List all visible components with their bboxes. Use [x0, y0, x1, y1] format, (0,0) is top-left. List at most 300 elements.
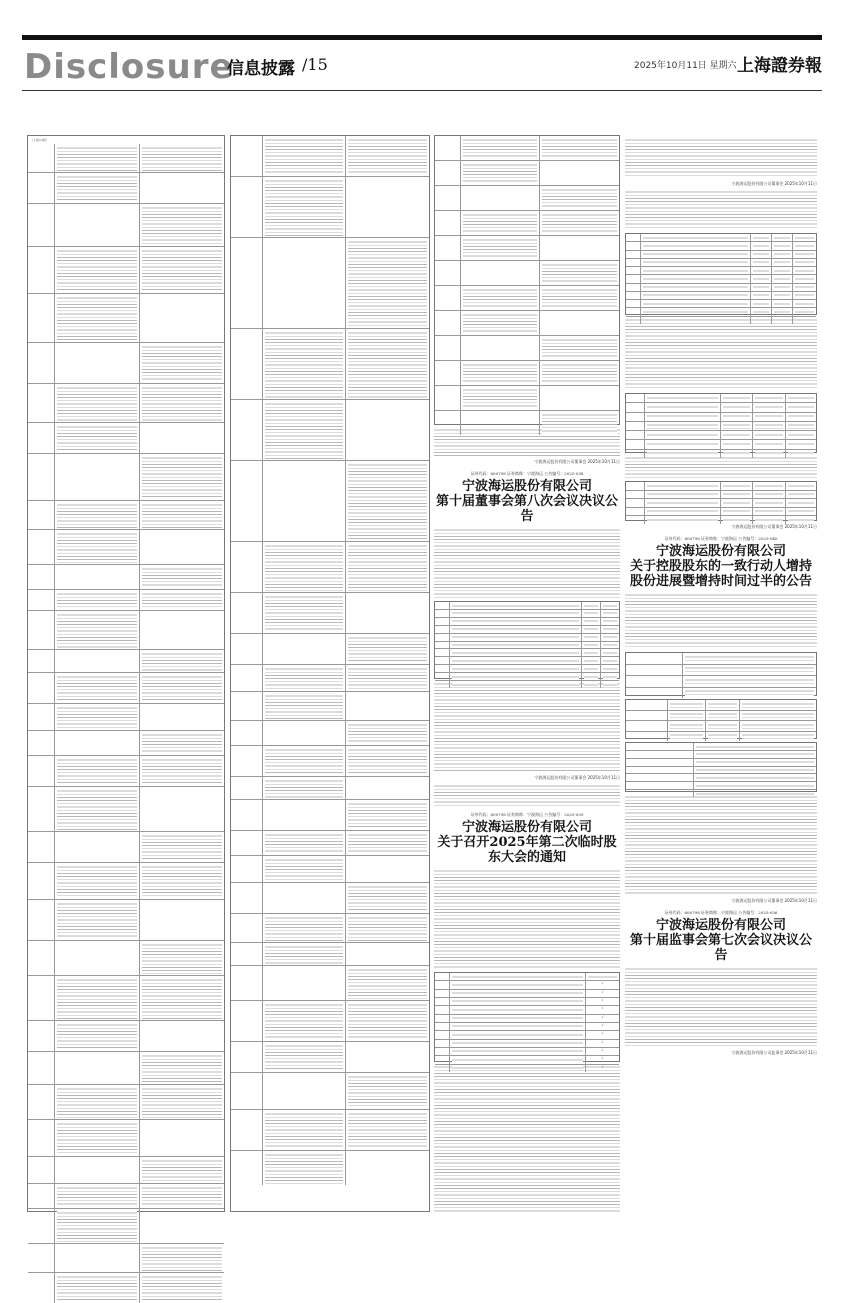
- table-cell: [461, 286, 540, 310]
- table-cell: [540, 261, 619, 285]
- table-cell: [140, 173, 224, 203]
- table-cell: [626, 267, 641, 274]
- table-row: [626, 300, 816, 308]
- table-cell: [641, 308, 751, 315]
- table-cell: [140, 1085, 224, 1119]
- table-cell: [140, 1184, 224, 1208]
- table-cell: [28, 863, 55, 899]
- table-cell: [793, 300, 816, 307]
- table-cell: [140, 384, 224, 422]
- table-cell: [263, 238, 346, 328]
- code-line: 证券代码：600798 证券简称：宁波海运 公告编号：2025-040: [664, 536, 778, 541]
- table-cell: [55, 454, 139, 500]
- table-cell: [435, 1040, 450, 1047]
- table-cell: [450, 665, 582, 672]
- table-row: [28, 941, 224, 976]
- table-row: [28, 423, 224, 454]
- table-cell: [140, 900, 224, 940]
- table-cell: [346, 177, 429, 237]
- table-cell: [626, 782, 694, 789]
- body-text: [434, 682, 620, 772]
- table-row: [435, 211, 619, 236]
- announcement-title: 关于控股股东的一致行动人增持股份进展暨增持时间过半的公告: [629, 559, 812, 589]
- table-cell: [626, 450, 645, 458]
- table-cell: [435, 1056, 450, 1063]
- table-cell: [55, 565, 139, 589]
- table-row: [626, 711, 816, 722]
- table-row: [626, 665, 816, 677]
- table-cell: [346, 856, 429, 882]
- page-number: /15: [302, 55, 328, 74]
- table-row: [231, 692, 429, 721]
- continued-label: （上接14版）: [30, 137, 49, 142]
- table-cell: [626, 482, 645, 490]
- table-cell: [28, 1052, 55, 1084]
- table-cell: [772, 300, 793, 307]
- table-cell: [346, 542, 429, 592]
- table-row: [435, 286, 619, 311]
- table-cell: [645, 450, 721, 458]
- vote-example-table: [625, 481, 817, 521]
- table-row: [28, 343, 224, 384]
- table-cell: [641, 259, 751, 266]
- table-cell: [28, 731, 55, 755]
- table-cell: [626, 394, 645, 402]
- table-cell: [55, 530, 139, 564]
- table-cell: [626, 721, 668, 731]
- table-cell: [346, 800, 429, 830]
- table-cell: [601, 602, 619, 609]
- table-cell: [435, 261, 461, 285]
- table-cell: [263, 746, 346, 776]
- table-row: [626, 732, 816, 742]
- announcement-supervisory-board: [625, 910, 817, 963]
- table-cell: [626, 422, 645, 430]
- table-cell: [263, 329, 346, 399]
- table-cell: [435, 673, 450, 680]
- table-cell: [55, 173, 139, 203]
- table-cell: [450, 1006, 586, 1013]
- table-cell: [694, 759, 816, 766]
- table-cell: [55, 941, 139, 975]
- resolution-table: [434, 601, 620, 679]
- table-cell: [582, 602, 600, 609]
- table-cell: [461, 411, 540, 435]
- table-cell: [641, 292, 751, 299]
- table-cell: [231, 593, 263, 633]
- table-cell: [786, 450, 816, 458]
- table-cell: [140, 144, 224, 172]
- table-cell: [140, 590, 224, 610]
- table-cell: [721, 431, 753, 439]
- table-cell: [28, 787, 55, 831]
- body-text: [625, 190, 817, 230]
- table-cell: [28, 756, 55, 786]
- table-cell: [540, 386, 619, 410]
- table-cell: [751, 284, 772, 291]
- table-cell: [694, 782, 816, 789]
- increase-plan-table: [625, 652, 817, 696]
- table-row: [28, 832, 224, 863]
- table-cell: [435, 657, 450, 664]
- table-row: [626, 516, 816, 524]
- table-cell: [55, 384, 139, 422]
- table-cell: [346, 1001, 429, 1041]
- table-cell: [450, 626, 582, 633]
- table-row: [28, 673, 224, 704]
- table-cell: [721, 440, 753, 448]
- table-row: [435, 681, 619, 688]
- table-row: [626, 251, 816, 259]
- table-cell: [694, 774, 816, 781]
- signature: 宁波海运股份有限公司董事会 2025年10月11日: [534, 459, 620, 464]
- table-row: [28, 650, 224, 673]
- table-row: [435, 981, 619, 989]
- table-cell: [435, 186, 461, 210]
- table-row: [28, 1021, 224, 1052]
- table-cell: [793, 267, 816, 274]
- table-cell: [435, 1006, 450, 1013]
- table-cell: [626, 234, 641, 241]
- table-row: [28, 976, 224, 1021]
- table-cell: [626, 516, 645, 524]
- table-row: [231, 665, 429, 692]
- table-cell: [55, 731, 139, 755]
- table-cell: [435, 161, 461, 185]
- table-cell: [740, 711, 816, 721]
- table-cell: [626, 440, 645, 448]
- table-cell: [641, 317, 751, 324]
- table-cell: [231, 914, 263, 942]
- table-row: [231, 400, 429, 461]
- table-cell: [435, 602, 450, 609]
- table-cell: [786, 403, 816, 411]
- table-row: [435, 1065, 619, 1072]
- table-cell: [683, 653, 816, 664]
- table-cell: [645, 413, 721, 421]
- table-row: [28, 454, 224, 501]
- table-cell: [586, 1048, 619, 1055]
- table-cell: [772, 308, 793, 315]
- table-cell: [645, 499, 721, 507]
- table-row: [626, 482, 816, 491]
- table-cell: [435, 236, 461, 260]
- table-cell: [435, 681, 450, 688]
- table-cell: [55, 1021, 139, 1051]
- vote-check-mark: √: [601, 981, 604, 986]
- holding-table: [625, 699, 817, 739]
- table-cell: [626, 751, 694, 758]
- table-cell: [626, 403, 645, 411]
- code-line: 证券代码：600798 证券简称：宁波海运 公告编号：2025-038: [470, 471, 584, 476]
- vote-check-mark: √: [601, 997, 604, 1002]
- table-cell: [751, 259, 772, 266]
- announcement-title: 第十届监事会第七次会议决议公告: [629, 933, 812, 963]
- table-row: [28, 1085, 224, 1120]
- table-row: [435, 336, 619, 361]
- signature: 宁波海运股份有限公司董事会 2025年10月11日: [731, 524, 817, 529]
- table-cell: [28, 144, 55, 172]
- table-cell: [28, 565, 55, 589]
- table-cell: [601, 681, 619, 688]
- table-cell: [435, 136, 461, 160]
- vote-check-mark: √: [601, 1006, 604, 1011]
- table-cell: [55, 832, 139, 862]
- table-cell: [626, 732, 668, 742]
- table-row: [626, 700, 816, 711]
- table-cell: [435, 649, 450, 656]
- table-cell: [231, 966, 263, 1000]
- table-cell: [263, 800, 346, 830]
- vote-check-mark: √: [601, 1022, 604, 1027]
- table-cell: [706, 711, 740, 721]
- table-row: [435, 673, 619, 681]
- table-cell: [721, 394, 753, 402]
- table-cell: [28, 832, 55, 862]
- table-cell: [641, 234, 751, 241]
- table-cell: [263, 177, 346, 237]
- table-cell: [140, 454, 224, 500]
- table-cell: [645, 403, 721, 411]
- table-cell: [461, 261, 540, 285]
- table-row: [626, 767, 816, 775]
- table-cell: [28, 1209, 55, 1243]
- signature: 宁波海运股份有限公司董事会 2025年10月11日: [731, 898, 817, 903]
- table-row: [28, 294, 224, 343]
- table-cell: [55, 976, 139, 1020]
- table-row: [28, 501, 224, 530]
- table-cell: [461, 236, 540, 260]
- table-row: [435, 386, 619, 411]
- table-row: [231, 856, 429, 883]
- table-cell: [55, 247, 139, 293]
- table-cell: [263, 1151, 346, 1185]
- table-cell: [601, 649, 619, 656]
- table-cell: [751, 242, 772, 249]
- table-cell: [450, 981, 586, 988]
- table-row: [28, 704, 224, 731]
- table-row: [28, 1184, 224, 1209]
- table-cell: [786, 482, 816, 490]
- table-row: [626, 275, 816, 283]
- announcement-column-3: [434, 135, 620, 1212]
- table-cell: [28, 590, 55, 610]
- table-cell: [793, 317, 816, 324]
- table-cell: [140, 204, 224, 246]
- table-row: [435, 665, 619, 673]
- table-row: [231, 1073, 429, 1110]
- table-row: [231, 831, 429, 856]
- vote-check-mark: √: [601, 1039, 604, 1044]
- table-cell: [645, 422, 721, 430]
- table-row: [231, 883, 429, 914]
- table-cell: [231, 746, 263, 776]
- table-cell: [601, 657, 619, 664]
- vote-check-mark: √: [601, 1047, 604, 1052]
- table-cell: [263, 883, 346, 913]
- table-cell: [28, 704, 55, 730]
- table-cell: [140, 941, 224, 975]
- table-cell: [263, 1110, 346, 1150]
- table-cell: [28, 1021, 55, 1051]
- table-row: [231, 746, 429, 777]
- table-cell: [461, 161, 540, 185]
- table-row: [435, 610, 619, 618]
- table-cell: [721, 450, 753, 458]
- table-cell: [626, 774, 694, 781]
- table-cell: [140, 294, 224, 342]
- table-cell: [626, 499, 645, 507]
- table-row: [435, 311, 619, 336]
- table-row: [28, 173, 224, 204]
- table-cell: [626, 491, 645, 499]
- table-cell: [626, 767, 694, 774]
- table-cell: [694, 790, 816, 797]
- table-cell: [586, 1056, 619, 1063]
- table-cell: [540, 236, 619, 260]
- table-cell: [668, 711, 706, 721]
- table-cell: [55, 1157, 139, 1183]
- table-cell: [28, 423, 55, 453]
- vote-check-mark: √: [601, 1014, 604, 1019]
- table-cell: [450, 657, 582, 664]
- table-row: [231, 634, 429, 665]
- table-cell: [346, 136, 429, 176]
- table-cell: [435, 211, 461, 235]
- table-cell: [231, 721, 263, 745]
- table-cell: [626, 688, 683, 699]
- table-cell: [231, 1151, 263, 1185]
- table-cell: [140, 787, 224, 831]
- table-cell: [263, 943, 346, 965]
- table-cell: [55, 863, 139, 899]
- table-cell: [461, 361, 540, 385]
- table-row: [231, 542, 429, 593]
- table-row: [435, 161, 619, 186]
- table-cell: [450, 681, 582, 688]
- table-cell: [55, 704, 139, 730]
- table-cell: [721, 508, 753, 516]
- table-row: [28, 900, 224, 941]
- table-cell: [668, 700, 706, 710]
- announcement-title: 第十届董事会第八次会议决议公告: [435, 494, 618, 524]
- table-cell: [751, 275, 772, 282]
- table-cell: [461, 186, 540, 210]
- table-cell: [753, 482, 785, 490]
- table-cell: [140, 530, 224, 564]
- table-cell: [263, 721, 346, 745]
- table-cell: [751, 292, 772, 299]
- table-cell: [540, 411, 619, 435]
- table-row: [231, 1001, 429, 1042]
- table-cell: [721, 516, 753, 524]
- table-cell: [140, 832, 224, 862]
- table-cell: [694, 743, 816, 750]
- table-row: [435, 136, 619, 161]
- table-cell: [641, 284, 751, 291]
- table-cell: [641, 300, 751, 307]
- comparison-table-middle: [230, 135, 430, 1212]
- table-cell: [582, 626, 600, 633]
- table-cell: [450, 673, 582, 680]
- table-cell: [753, 491, 785, 499]
- table-cell: [753, 413, 785, 421]
- table-cell: [540, 161, 619, 185]
- vote-check-mark: √: [601, 1056, 604, 1061]
- table-row: [231, 1042, 429, 1073]
- table-row: [626, 508, 816, 517]
- table-cell: [231, 1001, 263, 1041]
- table-row: [626, 284, 816, 292]
- table-cell: [586, 973, 619, 980]
- table-cell: [645, 431, 721, 439]
- code-line: 证券代码：600798 证券简称：宁波海运 公告编号：2025-036: [664, 910, 778, 915]
- table-row: [28, 590, 224, 611]
- table-row: [435, 657, 619, 665]
- table-cell: [140, 247, 224, 293]
- table-cell: [626, 665, 683, 676]
- table-cell: [626, 676, 683, 687]
- table-row: [435, 1023, 619, 1031]
- body-text: [625, 318, 817, 390]
- table-row: [231, 777, 429, 800]
- table-cell: [786, 431, 816, 439]
- table-row: [626, 422, 816, 431]
- table-cell: [435, 634, 450, 641]
- table-row: [626, 450, 816, 458]
- table-cell: [346, 665, 429, 691]
- table-cell: [28, 454, 55, 500]
- table-cell: [263, 542, 346, 592]
- table-cell: [450, 1048, 586, 1055]
- table-cell: [582, 634, 600, 641]
- table-cell: [582, 610, 600, 617]
- table-cell: [786, 516, 816, 524]
- table-cell: [55, 590, 139, 610]
- table-cell: [231, 1073, 263, 1109]
- company-name: 宁波海运股份有限公司: [461, 820, 592, 835]
- table-cell: [263, 777, 346, 799]
- table-cell: [450, 1065, 586, 1072]
- table-cell: [721, 499, 753, 507]
- table-cell: [450, 1023, 586, 1030]
- body-text: [625, 456, 817, 478]
- table-cell: [346, 721, 429, 745]
- table-cell: [263, 831, 346, 855]
- table-cell: [435, 1065, 450, 1072]
- table-cell: [586, 1023, 619, 1030]
- table-cell: [753, 422, 785, 430]
- table-cell: [231, 542, 263, 592]
- company-name: 宁波海运股份有限公司: [655, 918, 786, 933]
- table-cell: [231, 665, 263, 691]
- table-cell: [645, 516, 721, 524]
- table-cell: [601, 673, 619, 680]
- table-row: [28, 1273, 224, 1303]
- table-row: [435, 1006, 619, 1014]
- table-cell: [435, 1031, 450, 1038]
- table-row: [435, 602, 619, 610]
- table-cell: [28, 1273, 55, 1303]
- table-cell: [751, 234, 772, 241]
- table-cell: [28, 247, 55, 293]
- section-title: 信息披露: [227, 59, 295, 79]
- table-cell: [626, 653, 683, 664]
- table-cell: [450, 610, 582, 617]
- table-cell: [263, 593, 346, 633]
- table-cell: [231, 136, 263, 176]
- table-cell: [751, 251, 772, 258]
